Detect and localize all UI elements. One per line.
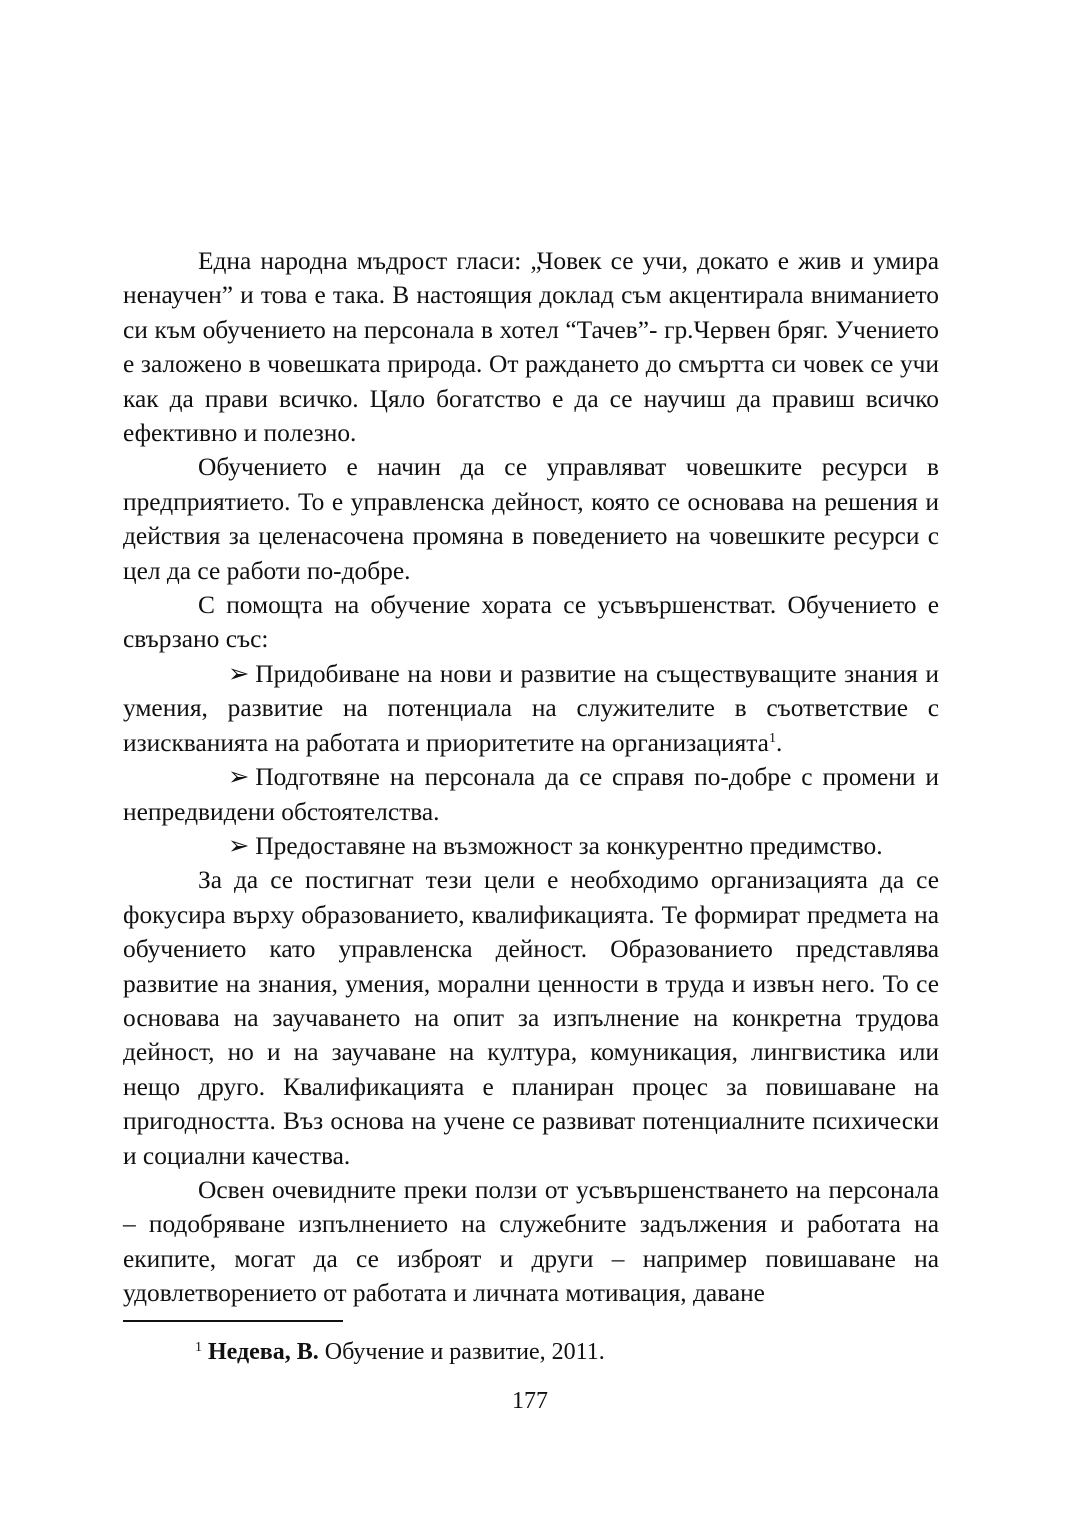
footnote-text: Обучение и развитие, 2011. bbox=[324, 1339, 605, 1365]
bullet-item-text: Подготвяне на персонала да се справя по-добре с промени и непредвидени обстоятелства. bbox=[123, 763, 939, 826]
bullet-item-tail: . bbox=[775, 728, 783, 757]
bullet-item bbox=[123, 657, 939, 760]
bullet-item bbox=[123, 829, 939, 863]
paragraph-benefits: Освен очевидните преки ползи от усъвършенстването на персонала – подобряване изпълнението на служебните задължения и работата на екипите, могат да се изброят и други – например повишаване на удовлетворението от работата и личната мотивация, даване bbox=[123, 1175, 939, 1308]
footnote-reference[interactable]: 1 bbox=[768, 730, 776, 746]
bullet-item-text: Предоставяне на възможност за конкурентно предимство. bbox=[255, 831, 883, 860]
footnote bbox=[195, 1336, 955, 1368]
paragraph-education: За да се постигнат тези цели е необходимо организацията да се фокусира върху образованието, квалификацията. Те формират предмета на обучението като управленска дейност. Образованието представлява развитие на знания, умения, морални ценности в труда и извън него. То се основава на заучаването на опит за изпълнение на конкретна трудова дейност, но и на заучаване на култура, комуникация, лингвистика или нещо друго. Квалификацията е планиран процес за повишаване на пригодността. Въз основа на учене се развиват потенциалните психически и социални качества. bbox=[123, 866, 939, 1170]
footnote-author: Недева, В. bbox=[208, 1339, 319, 1365]
arrow-bullet-icon: ➢ bbox=[228, 659, 250, 688]
bullet-item bbox=[123, 760, 939, 829]
body-text bbox=[123, 244, 939, 1311]
arrow-bullet-icon: ➢ bbox=[228, 763, 250, 792]
arrow-bullet-icon: ➢ bbox=[228, 831, 250, 860]
footnote-divider bbox=[123, 1320, 343, 1322]
footnote-number: 1 bbox=[195, 1340, 202, 1355]
paragraph-intro: Една народна мъдрост гласи: „Човек се учи, докато е жив и умира ненаучен” и това е така. В настоящия доклад съм акцентирала вниманието си към обучението на персонала в хотел “Тачев”- гр.Червен бряг. Учението е заложено в човешката природа. От раждането до смъртта си човек се учи как да прави всичко. Цяло богатство е да се научиш да правиш всичко ефективно и полезно. bbox=[123, 247, 939, 448]
paragraph-training-related: С помощта на обучение хората се усъвършенстват. Обучението е свързано със: bbox=[123, 591, 939, 654]
page-number: 177 bbox=[512, 1388, 548, 1414]
bullet-item-text: Придобиване на нови и развитие на съществуващите знания и умения, развитие на потенциала на служителите в съответствие с изискванията на работата и приоритетите на организацията bbox=[123, 659, 939, 757]
paragraph-training-definition: Обучението е начин да се управляват човешките ресурси в предприятието. То е управленска дейност, която се основава на решения и действия за целенасочена промяна в поведението на човешките ресурси с цел да се работи по-добре. bbox=[123, 453, 939, 585]
